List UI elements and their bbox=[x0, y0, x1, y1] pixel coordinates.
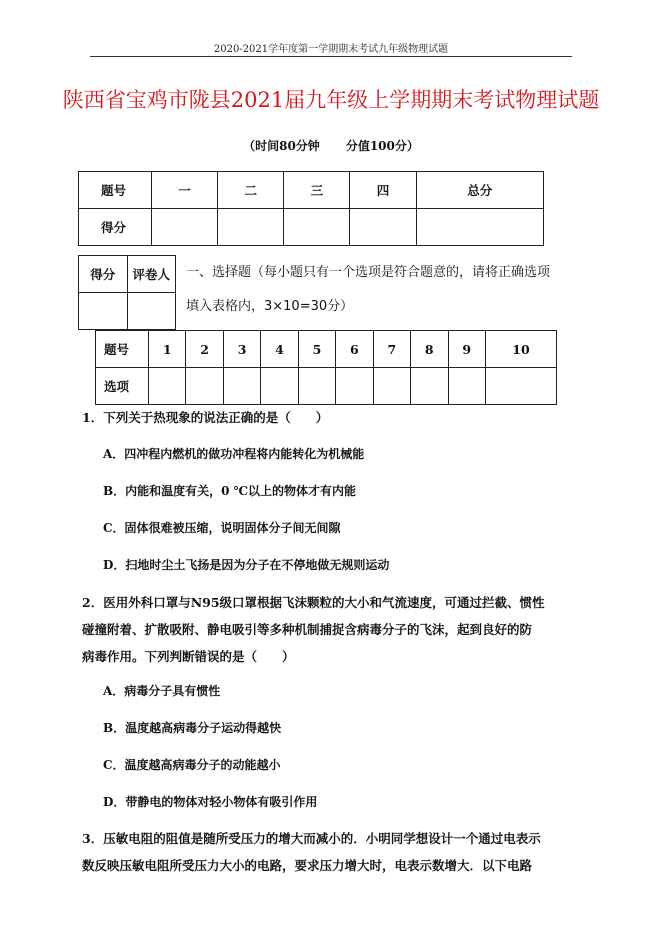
table-cell: 题号 bbox=[96, 331, 149, 368]
question-2-stem bbox=[82, 589, 572, 670]
table-cell bbox=[373, 368, 410, 405]
question-2-option-b: B．温度越高病毒分子运动得越快 bbox=[103, 721, 282, 735]
table-cell: 三 bbox=[284, 172, 350, 209]
question-3-stem bbox=[82, 825, 572, 879]
question-3-line: 3．压敏电阻的阻值是随所受压力的增大而减小的．小明同学想设计一个通过电表示 bbox=[82, 831, 541, 846]
question-1-option-a: A．四冲程内燃机的做功冲程将内能转化为机械能 bbox=[103, 447, 365, 461]
table-cell bbox=[416, 209, 543, 246]
table-row bbox=[96, 368, 557, 405]
table-cell bbox=[127, 293, 176, 330]
table-cell: 3 bbox=[223, 331, 260, 368]
table-cell: 7 bbox=[373, 331, 410, 368]
table-cell bbox=[79, 293, 128, 330]
section-heading-line: 填入表格内，3×10=30分） bbox=[186, 299, 354, 314]
page-title: 陕西省宝鸡市陇县2021届九年级上学期期末考试物理试题 bbox=[62, 88, 600, 112]
question-1-option-c: C．固体很难被压缩，说明固体分子间无间隙 bbox=[103, 521, 341, 535]
question-1-stem: 1．下列关于热现象的说法正确的是（ ） bbox=[82, 410, 329, 425]
table-row bbox=[79, 172, 544, 209]
table-cell: 6 bbox=[336, 331, 373, 368]
table-cell: 8 bbox=[411, 331, 448, 368]
table-cell bbox=[218, 209, 284, 246]
table-cell: 选项 bbox=[96, 368, 149, 405]
question-2-line: 病毒作用。下列判断错误的是（ ） bbox=[82, 649, 295, 664]
table-cell: 二 bbox=[218, 172, 284, 209]
table-cell bbox=[411, 368, 448, 405]
answer-table bbox=[95, 330, 557, 405]
table-cell bbox=[448, 368, 485, 405]
exam-info bbox=[0, 137, 662, 154]
table-cell: 评卷人 bbox=[127, 256, 176, 293]
table-cell bbox=[186, 368, 223, 405]
table-cell: 10 bbox=[485, 331, 556, 368]
table-cell: 9 bbox=[448, 331, 485, 368]
table-row bbox=[79, 293, 176, 330]
question-2-line: 2．医用外科口罩与N95级口罩根据飞沫颗粒的大小和气流速度，可通过拦截、惯性 bbox=[82, 595, 545, 610]
question-1-option-b: B．内能和温度有关，0 ℃以上的物体才有内能 bbox=[103, 484, 357, 498]
table-cell: 得分 bbox=[79, 256, 128, 293]
table-cell: 一 bbox=[152, 172, 218, 209]
table-cell: 5 bbox=[298, 331, 335, 368]
section-heading-line: 一、选择题（每小题只有一个选项是符合题意的，请将正确选项 bbox=[186, 265, 551, 280]
question-2-line: 碰撞附着、扩散吸附、静电吸引等多种机制捕捉含病毒分子的飞沫，起到良好的防 bbox=[82, 622, 533, 637]
question-2-option-a: A．病毒分子具有惯性 bbox=[103, 684, 221, 698]
score-table bbox=[78, 171, 544, 246]
table-cell: 4 bbox=[261, 331, 298, 368]
table-cell bbox=[284, 209, 350, 246]
grader-table bbox=[78, 255, 176, 330]
table-cell bbox=[152, 209, 218, 246]
table-cell bbox=[298, 368, 335, 405]
table-cell bbox=[350, 209, 416, 246]
running-header: 2020-2021学年度第一学期期末考试九年级物理试题 bbox=[213, 44, 449, 55]
section-heading bbox=[186, 256, 586, 324]
table-row bbox=[79, 209, 544, 246]
table-cell: 总分 bbox=[416, 172, 543, 209]
table-cell: 得分 bbox=[79, 209, 152, 246]
question-3-line: 数反映压敏电阻所受压力大小的电路，要求压力增大时，电表示数增大．以下电路 bbox=[82, 858, 533, 873]
table-row bbox=[79, 256, 176, 293]
question-2-option-d: D．带静电的物体对轻小物体有吸引作用 bbox=[103, 795, 318, 809]
question-1-option-d: D．扫地时尘土飞扬是因为分子在不停地做无规则运动 bbox=[103, 558, 390, 572]
table-cell bbox=[261, 368, 298, 405]
header-rule bbox=[90, 56, 572, 57]
question-2-option-c: C．温度越高病毒分子的动能越小 bbox=[103, 758, 281, 772]
table-cell: 1 bbox=[149, 331, 186, 368]
table-cell bbox=[336, 368, 373, 405]
table-cell bbox=[485, 368, 556, 405]
table-cell: 四 bbox=[350, 172, 416, 209]
table-cell: 2 bbox=[186, 331, 223, 368]
table-cell bbox=[223, 368, 260, 405]
table-cell bbox=[149, 368, 186, 405]
exam-total-score: 分值100分） bbox=[345, 139, 419, 153]
table-cell: 题号 bbox=[79, 172, 152, 209]
exam-time: （时间80分钟 bbox=[243, 139, 320, 153]
table-row bbox=[96, 331, 557, 368]
